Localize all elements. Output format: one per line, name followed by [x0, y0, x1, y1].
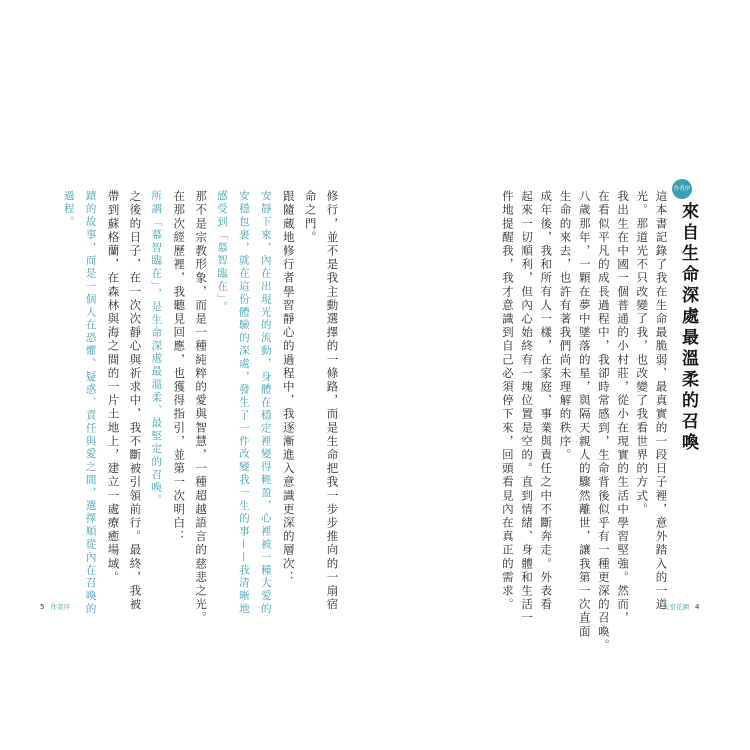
page-number: 5 — [40, 603, 45, 611]
text-column: 跟隨蔵地修行者學習靜心的過程中，我逐漸進入意識更深的層次： — [281, 190, 296, 585]
text-column: 我出生在中國一個普通的小村莊，從小在現實的生活中學習堅強。然而， — [616, 190, 631, 626]
text-column: 帶到蘇格蘭，在森林與海之間的一片土地上，建立一處療癒場域。 — [106, 190, 121, 585]
text-column: 這本書記錄了我在生命最脆弱、最真實的一段日子裡，意外踏入的一道 — [654, 190, 669, 612]
text-column: 之後的日子，在一次次靜心與祈求中，我不斷被引領前行。最終，我被 — [128, 190, 143, 612]
accent-text-column: 安穩包裹，就在這份體驗的深處，發生了一件改變我一生的事——我清晰地 — [237, 190, 250, 616]
text-column: 八歲那年，一顆在夢中墜落的星，與隔天親人的驟然離世，讓我第一次直面 — [577, 190, 592, 639]
accent-text-column: 過程。 — [62, 190, 75, 229]
section-badge: 作者序 — [672, 179, 692, 199]
accent-text-column: 所謂「慕智臨在」，是生命深處最溫柔、最堅定的召喚。 — [150, 190, 163, 508]
text-column: 命之門。 — [303, 190, 318, 245]
accent-text-column: 感受到「慕智臨在」。 — [216, 190, 228, 314]
text-column: 起來一切順利，但內心始終有一塊位置是空的。直到情緒、身體和生活一 — [520, 190, 535, 626]
text-column: 成年後，我和所有人一樣，在家庭、事業與責任之中不斷奔走。外表看 — [539, 190, 554, 612]
right-page — [375, 0, 750, 750]
text-column: 生命的來去，也許有著我們尚未理解的秩序。 — [558, 190, 573, 462]
chapter-title: 來自生命深處最溫柔的召喚 — [678, 202, 698, 454]
right-footer — [663, 602, 705, 611]
running-header: 作者序 — [50, 603, 70, 611]
accent-text-column: 安靜下來，內在出現光的流動，身體在穩定裡變得輕盈，心裡被一種大愛的 — [259, 190, 272, 616]
left-footer — [34, 602, 70, 611]
accent-text-column: 蹟的故事，而是一個人在恐懼、疑惑、責任與愛之間，選擇順從內在召喚的 — [84, 190, 97, 616]
text-column: 件地提醒我，我才意識到自己必須停下來，回頭看見內在真正的需求。 — [500, 190, 515, 612]
page-number: 4 — [695, 603, 700, 611]
running-header: 天堂花園 — [663, 603, 689, 611]
text-column: 在看似平凡的成長過程中，我卻時常感到，生命背後似乎有一種更深的召喚。 — [596, 190, 611, 653]
text-column: 光。那道光不只改變了我，也改變了我看世界的方式。 — [635, 190, 650, 517]
text-column: 那不是宗教形象，而是一種純粹的愛與智慧，一種超越語言的慈悲之光。 — [194, 190, 209, 626]
text-column: 在那次經歷裡，我聽見回應，也獲得指引，並第一次明白： — [172, 190, 187, 544]
text-column: 修行，並不是我主動選擇的一條路，而是生命把我一步步推向的一扇宿 — [325, 190, 340, 612]
